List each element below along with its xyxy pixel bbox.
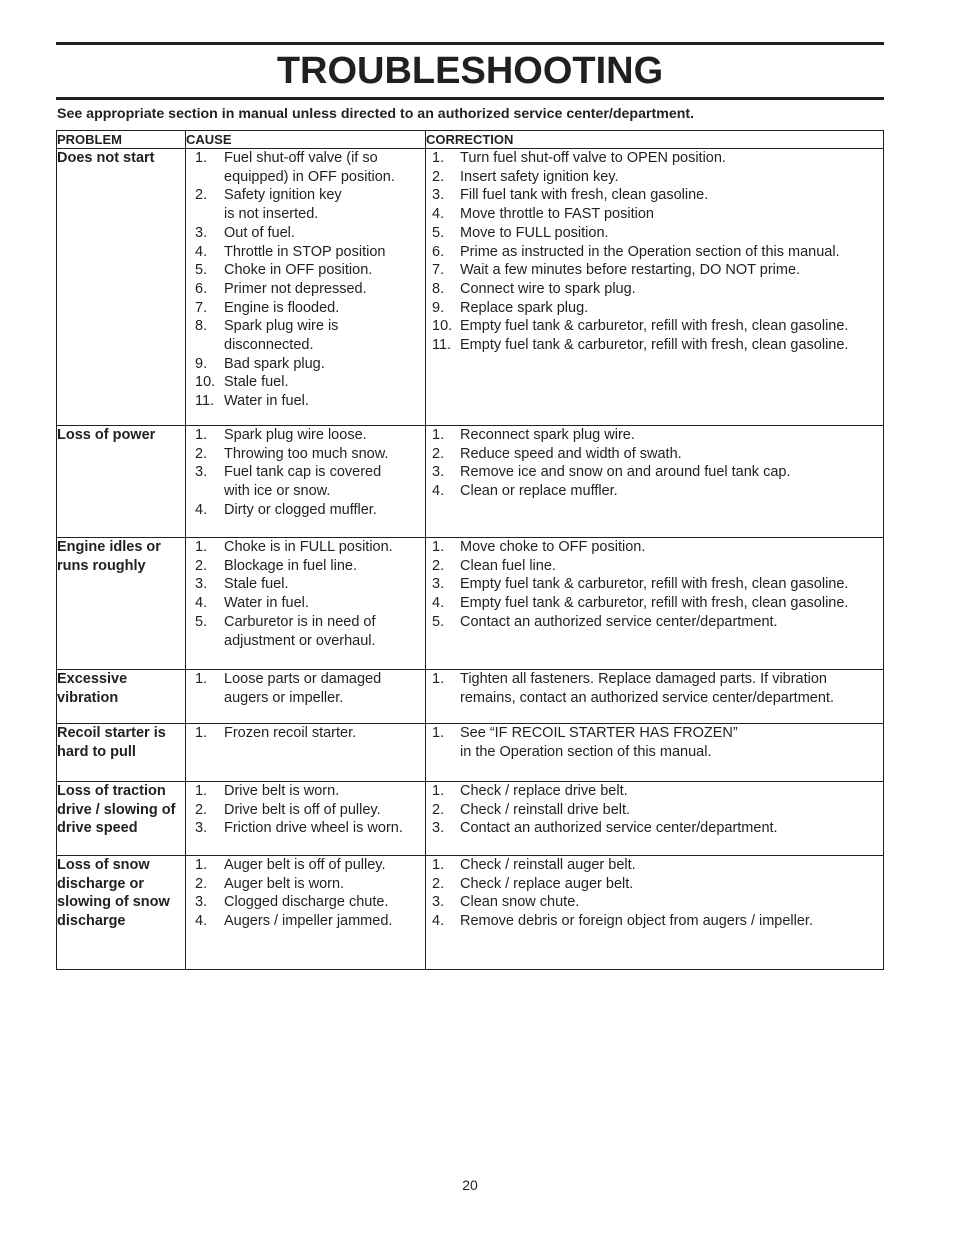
cause-item-text: Loose parts or damaged augers or impeller. [224,671,382,706]
table-header-row [57,131,884,149]
cause-item [186,280,425,299]
cause-item [186,243,425,262]
correction-item-text: Check / replace auger belt. [460,875,634,892]
cause-cell [186,426,426,538]
cause-item-text: Fuel tank cap is covered with ice or snow. [224,464,382,500]
correction-item-text: Empty fuel tank & carburetor, refill with fresh, clean gasoline. [460,337,849,354]
correction-item-text: Contact an authorized service center/department. [460,613,778,630]
cause-list [186,724,425,743]
cause-item-number: 10. [195,374,216,391]
correction-item-text: See “IF RECOIL STARTER HAS FROZEN” in the Operation section of this manual. [460,725,738,760]
correction-item [426,463,883,482]
table-row [57,856,884,970]
correction-item-number: 4. [432,913,445,930]
correction-item-number: 1. [432,671,445,687]
correction-list [426,149,883,355]
table-row [57,782,884,856]
correction-item-text: Move choke to OFF position. [460,539,646,555]
problem-cell: Excessive vibration [57,670,186,724]
problem-cell: Does not start [57,149,186,426]
cause-item [186,149,425,186]
correction-list [426,782,883,838]
cause-item-text: Spark plug wire is disconnected. [224,318,339,354]
cause-item-number: 2. [195,557,208,574]
cause-item-number: 2. [195,187,208,204]
correction-item-number: 3. [432,187,445,204]
cause-item-text: Bad spark plug. [224,355,325,372]
cause-list [186,782,425,838]
cause-item-number: 1. [195,150,208,166]
header-problem: PROBLEM [57,131,186,149]
cause-item [186,373,425,392]
cause-item [186,538,425,557]
correction-item-text: Turn fuel shut-off valve to OPEN position. [460,150,726,166]
cause-item [186,724,425,743]
correction-item-text: Check / reinstall auger belt. [460,857,636,873]
correction-item [426,426,883,445]
cause-item-number: 1. [195,857,208,873]
cause-item [186,594,425,613]
cause-cell [186,670,426,724]
correction-item-number: 1. [432,150,445,166]
cause-item-text: Water in fuel. [224,595,309,612]
cause-cell [186,538,426,670]
cause-item-number: 7. [195,299,208,316]
cause-item-number: 3. [195,820,208,837]
cause-item-text: Engine is flooded. [224,299,340,316]
correction-item-text: Empty fuel tank & carburetor, refill with fresh, clean gasoline. [460,576,849,593]
cause-cell [186,856,426,970]
cause-item-text: Spark plug wire loose. [224,427,367,443]
cause-cell [186,782,426,856]
cause-item [186,856,425,875]
correction-item-text: Insert safety ignition key. [460,168,619,185]
correction-list [426,426,883,501]
cause-item [186,893,425,912]
cause-item-number: 4. [195,243,208,260]
correction-item-text: Replace spark plug. [460,299,589,316]
cause-list [186,670,425,707]
correction-item-number: 4. [432,595,445,612]
correction-list [426,724,883,761]
cause-item-number: 1. [195,671,208,687]
correction-item-text: Move to FULL position. [460,224,609,241]
correction-item-number: 1. [432,857,445,873]
cause-item [186,355,425,374]
correction-item-number: 1. [432,725,445,741]
cause-item-text: Frozen recoil starter. [224,725,357,741]
correction-item [426,168,883,187]
correction-item [426,875,883,894]
cause-item [186,801,425,820]
correction-item-number: 2. [432,801,445,818]
correction-cell [426,856,884,970]
troubleshooting-table [56,130,884,970]
cause-item [186,463,425,500]
cause-item-text: Choke in OFF position. [224,262,373,279]
cause-item [186,782,425,801]
correction-item-text: Empty fuel tank & carburetor, refill with fresh, clean gasoline. [460,318,849,335]
correction-item-number: 3. [432,820,445,837]
correction-item-number: 3. [432,894,445,911]
correction-item-text: Clean fuel line. [460,557,556,574]
correction-item [426,205,883,224]
cause-item [186,557,425,576]
cause-item-text: Carburetor is in need of adjustment or overhaul. [224,613,376,649]
cause-item [186,501,425,520]
page-title: TROUBLESHOOTING [276,50,664,92]
correction-item-text: Fill fuel tank with fresh, clean gasoline. [460,187,709,204]
correction-item-number: 4. [432,483,445,500]
correction-item-number: 2. [432,557,445,574]
correction-item-text: Contact an authorized service center/department. [460,820,778,837]
correction-item-number: 10. [432,318,453,335]
correction-cell [426,426,884,538]
cause-list [186,149,425,411]
correction-cell [426,724,884,782]
correction-item [426,445,883,464]
cause-item [186,445,425,464]
correction-item-number: 7. [432,262,445,279]
cause-item [186,670,425,707]
cause-item-text: Fuel shut-off valve (if so equipped) in OFF position. [224,150,395,185]
correction-item-number: 3. [432,576,445,593]
title-rule-bottom [56,97,884,100]
cause-item-text: Primer not depressed. [224,280,367,297]
correction-item-text: Check / reinstall drive belt. [460,801,631,818]
table-row [57,538,884,670]
table-row [57,724,884,782]
cause-item-text: Safety ignition key is not inserted. [224,187,342,223]
correction-item-text: Remove debris or foreign object from augers / impeller. [460,913,813,930]
correction-item [426,819,883,838]
cause-item [186,426,425,445]
cause-item-number: 4. [195,595,208,612]
cause-item-text: Auger belt is worn. [224,875,345,892]
correction-cell [426,670,884,724]
cause-item-text: Blockage in fuel line. [224,557,357,574]
cause-item-number: 4. [195,913,208,930]
correction-item-text: Wait a few minutes before restarting, DO NOT prime. [460,262,801,279]
cause-item-number: 5. [195,262,208,279]
correction-item-number: 4. [432,206,445,223]
correction-item-number: 8. [432,280,445,297]
cause-item-number: 1. [195,427,208,443]
correction-cell [426,149,884,426]
cause-item-number: 1. [195,539,208,555]
correction-item-number: 1. [432,539,445,555]
problem-cell: Loss of power [57,426,186,538]
correction-item-text: Connect wire to spark plug. [460,280,636,297]
correction-item-text: Clean snow chute. [460,894,580,911]
correction-item [426,893,883,912]
correction-item-text: Empty fuel tank & carburetor, refill with fresh, clean gasoline. [460,595,849,612]
correction-item [426,594,883,613]
cause-item-text: Friction drive wheel is worn. [224,820,403,837]
cause-item [186,575,425,594]
correction-item [426,336,883,355]
problem-cell: Recoil starter is hard to pull [57,724,186,782]
correction-item [426,243,883,262]
page-number: 20 [462,1177,478,1193]
cause-item-text: Throttle in STOP position [224,243,386,260]
cause-list [186,856,425,931]
cause-item [186,261,425,280]
correction-item-number: 2. [432,445,445,462]
cause-item-text: Drive belt is worn. [224,783,340,799]
cause-item-text: Choke is in FULL position. [224,539,393,555]
correction-item-number: 6. [432,243,445,260]
cause-item [186,317,425,354]
cause-item-text: Stale fuel. [224,374,289,391]
cause-item-text: Clogged discharge chute. [224,894,389,911]
correction-item-text: Prime as instructed in the Operation section of this manual. [460,243,840,260]
correction-item [426,912,883,931]
correction-item-number: 1. [432,427,445,443]
cause-item [186,299,425,318]
cause-item-number: 3. [195,576,208,593]
cause-item-number: 2. [195,445,208,462]
correction-item [426,299,883,318]
cause-item-number: 2. [195,875,208,892]
cause-cell [186,149,426,426]
cause-item-number: 3. [195,464,208,481]
problem-cell: Loss of traction drive / slowing of drive speed [57,782,186,856]
cause-item-number: 2. [195,801,208,818]
correction-item-number: 2. [432,168,445,185]
correction-item-number: 3. [432,464,445,481]
correction-item-text: Reconnect spark plug wire. [460,427,635,443]
cause-item [186,224,425,243]
cause-item-text: Stale fuel. [224,576,289,593]
correction-item-number: 11. [432,337,452,354]
table-row [57,149,884,426]
cause-item-number: 8. [195,318,208,335]
table-row [57,426,884,538]
correction-item-text: Reduce speed and width of swath. [460,445,682,462]
cause-item-text: Dirty or clogged muffler. [224,501,377,518]
correction-item-text: Move throttle to FAST position [460,206,654,223]
cause-item-number: 3. [195,224,208,241]
correction-item [426,538,883,557]
correction-item [426,557,883,576]
cause-item [186,613,425,650]
correction-item [426,670,883,707]
correction-item [426,149,883,168]
correction-item-number: 9. [432,299,445,316]
correction-item-text: Tighten all fasteners. Replace damaged parts. If vibration remains, contact an authorized service center/department. [460,671,834,706]
correction-item [426,856,883,875]
correction-item-number: 5. [432,224,445,241]
correction-cell [426,538,884,670]
correction-item [426,801,883,820]
cause-item-text: Throwing too much snow. [224,445,389,462]
cause-item-text: Auger belt is off of pulley. [224,857,386,873]
cause-item-text: Out of fuel. [224,224,295,241]
cause-item [186,912,425,931]
cause-item [186,875,425,894]
correction-list [426,670,883,707]
correction-item-number: 1. [432,783,445,799]
table-body [57,149,884,970]
correction-item [426,724,883,761]
cause-item-number: 1. [195,783,208,799]
cause-cell [186,724,426,782]
correction-item [426,261,883,280]
cause-item-number: 11. [195,393,215,410]
instruction-note: See appropriate section in manual unless directed to an authorized service center/department. [57,106,695,122]
correction-item [426,613,883,632]
cause-item [186,392,425,411]
correction-item-number: 5. [432,613,445,630]
cause-list [186,538,425,650]
correction-item [426,280,883,299]
cause-item-text: Water in fuel. [224,393,309,410]
problem-cell: Loss of snow discharge or slowing of snow discharge [57,856,186,970]
correction-item [426,575,883,594]
correction-item-text: Clean or replace muffler. [460,483,618,500]
correction-item-text: Remove ice and snow on and around fuel tank cap. [460,464,791,481]
correction-item [426,782,883,801]
cause-item-number: 9. [195,355,208,372]
correction-item-text: Check / replace drive belt. [460,783,628,799]
cause-list [186,426,425,520]
cause-item-number: 1. [195,725,208,741]
correction-item [426,186,883,205]
table-row [57,670,884,724]
correction-item [426,482,883,501]
correction-item [426,317,883,336]
cause-item-number: 4. [195,501,208,518]
problem-cell: Engine idles or runs roughly [57,538,186,670]
cause-item [186,819,425,838]
header-correction: CORRECTION [426,131,884,149]
cause-item-number: 5. [195,613,208,630]
title-rule-top [56,42,884,45]
correction-list [426,538,883,632]
correction-item [426,224,883,243]
cause-item-text: Augers / impeller jammed. [224,913,393,930]
cause-item-number: 3. [195,894,208,911]
correction-list [426,856,883,931]
correction-item-number: 2. [432,875,445,892]
cause-item-number: 6. [195,280,208,297]
cause-item [186,186,425,223]
cause-item-text: Drive belt is off of pulley. [224,801,381,818]
correction-cell [426,782,884,856]
header-cause: CAUSE [186,131,426,149]
